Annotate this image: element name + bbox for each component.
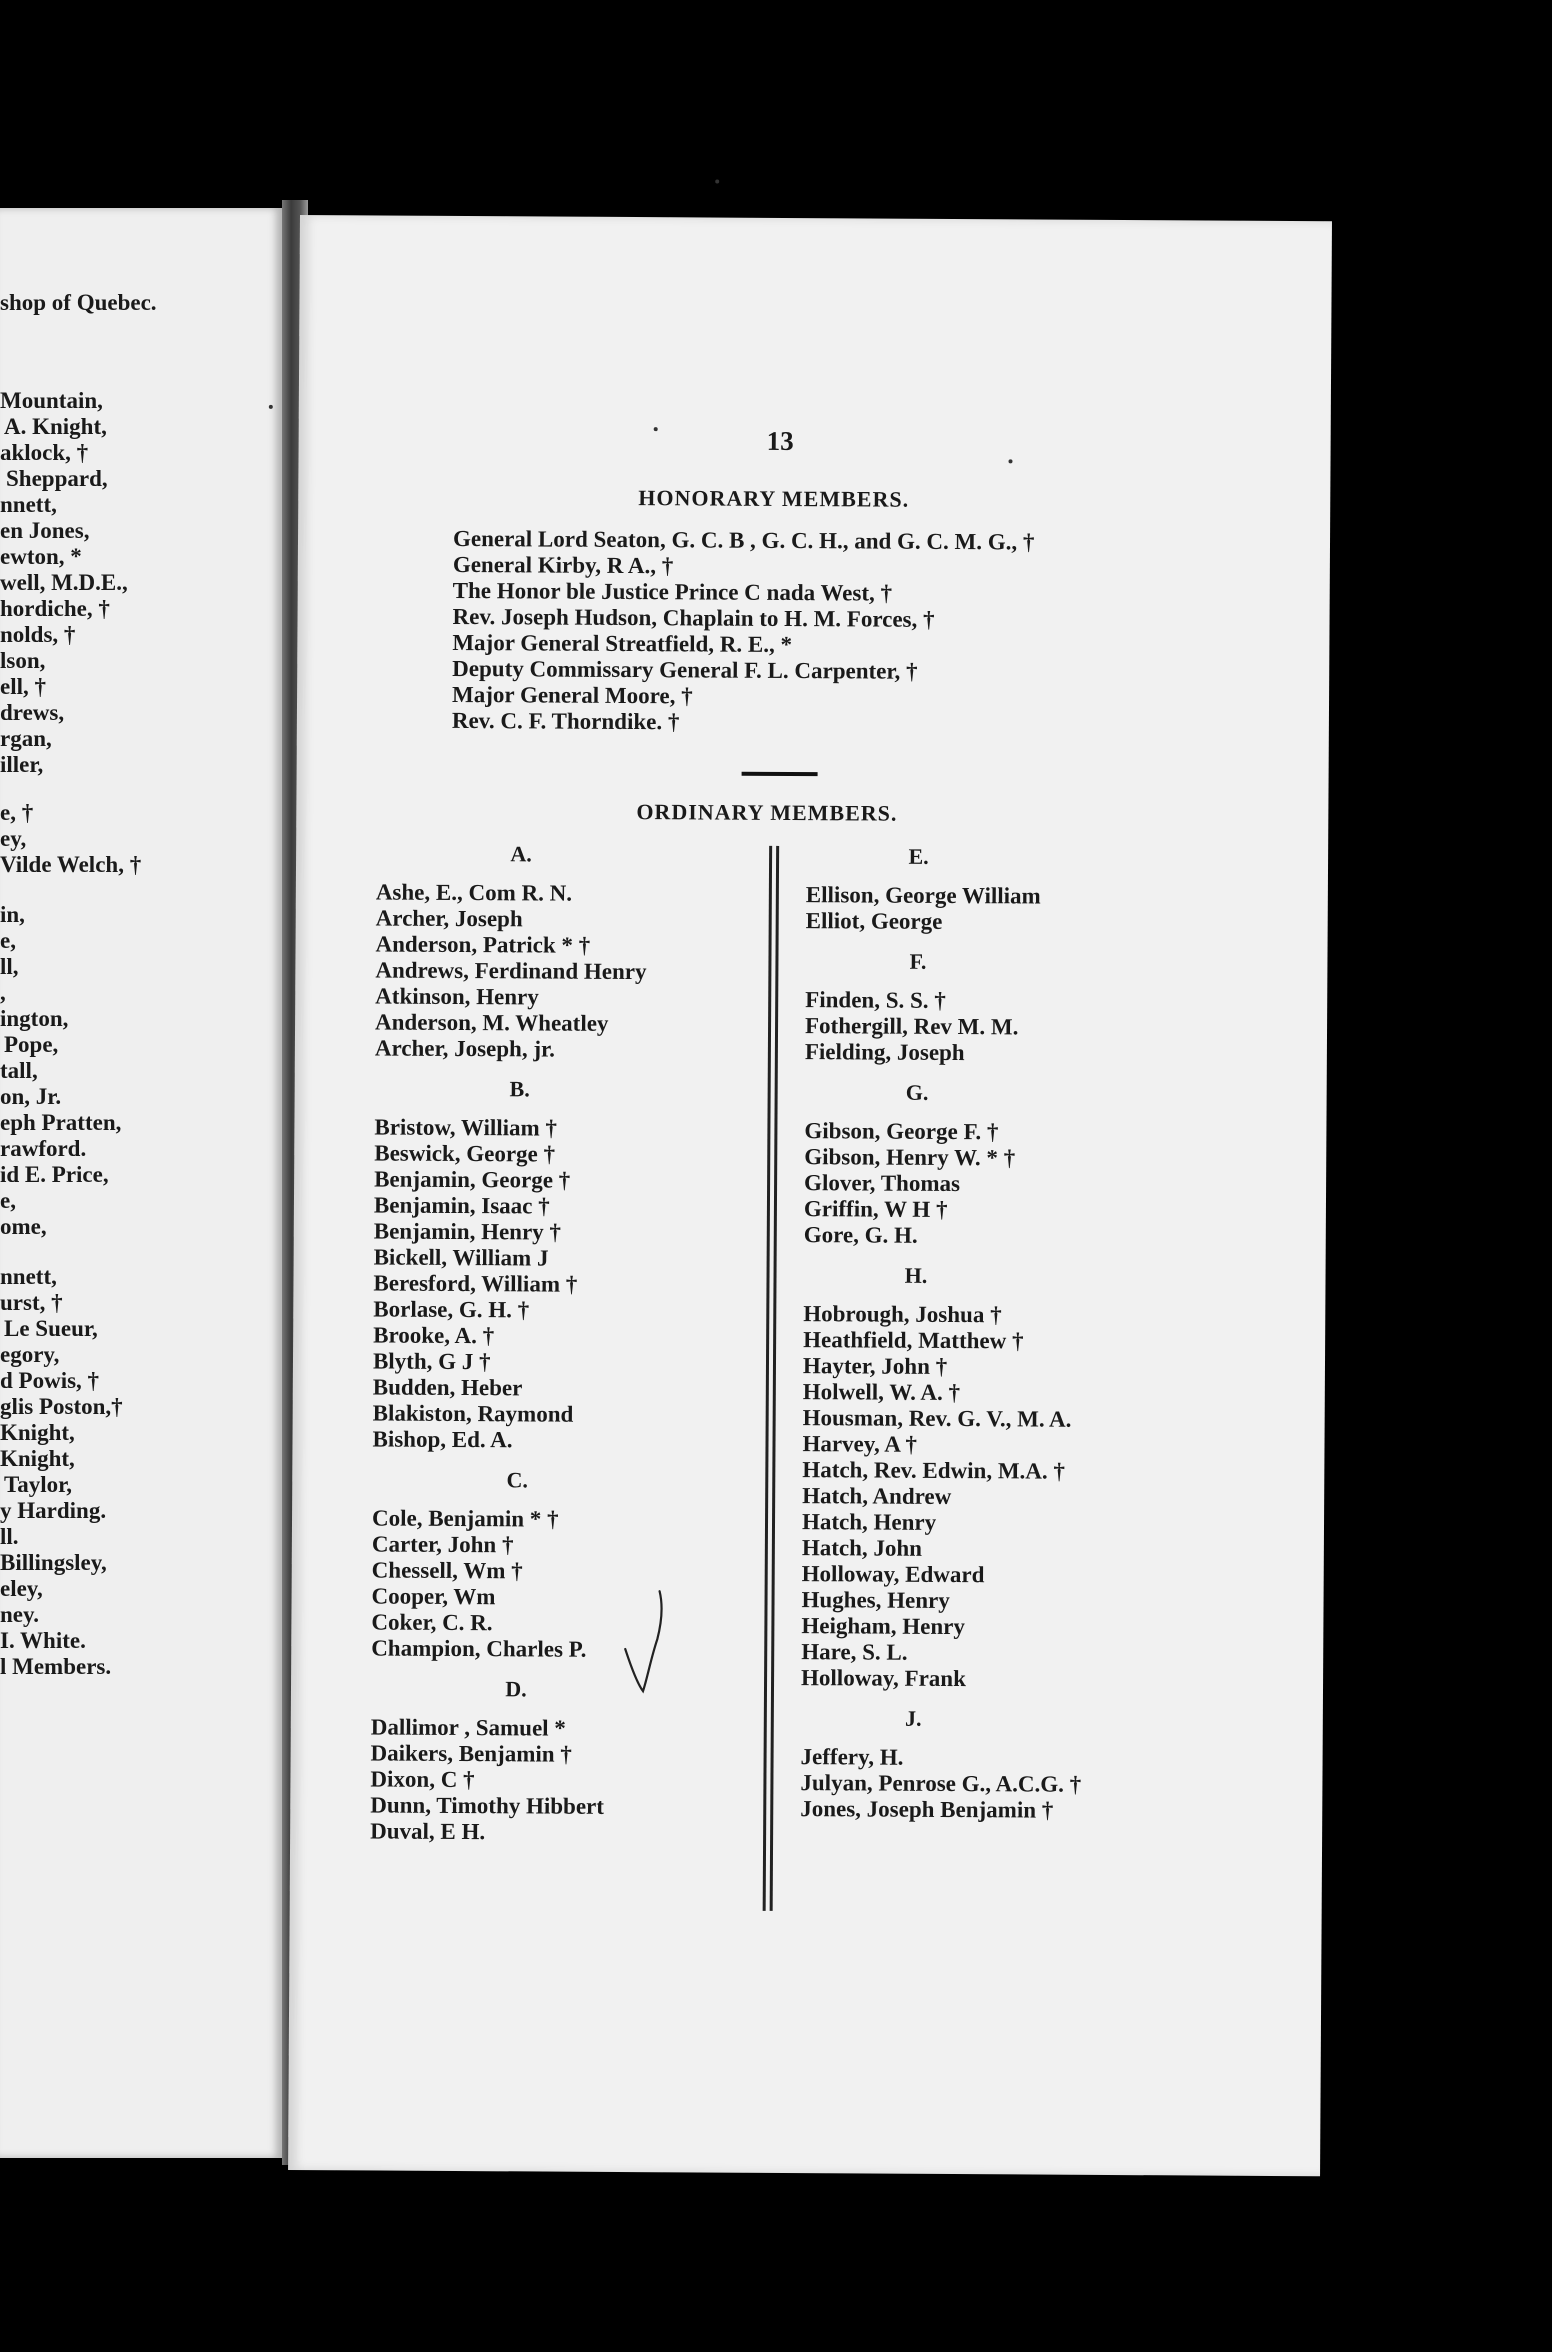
ordinary-member: Holloway, Edward: [801, 1561, 985, 1588]
ink-speck: [1008, 459, 1012, 463]
ordinary-member: Archer, Joseph, jr.: [374, 1035, 555, 1062]
ordinary-member: Cooper, Wm: [371, 1583, 496, 1610]
ordinary-member: Champion, Charles P.: [371, 1635, 587, 1662]
ordinary-member: Griffin, W H †: [803, 1196, 948, 1222]
previous-page-line: en Jones,: [0, 518, 90, 543]
ordinary-member: Benjamin, Henry †: [373, 1218, 562, 1245]
honorary-member: General Kirby, R A., †: [452, 551, 674, 579]
alphabet-section-letter: B.: [509, 1076, 530, 1102]
honorary-member: Rev. Joseph Hudson, Chaplain to H. M. Forces, †: [452, 603, 935, 632]
ordinary-member: Benjamin, Isaac †: [373, 1192, 550, 1219]
ordinary-member: Hatch, John: [801, 1535, 923, 1561]
ordinary-member: Bishop, Ed. A.: [372, 1426, 513, 1453]
ordinary-members-right-column: [800, 843, 1226, 1825]
ink-speck: [715, 180, 719, 184]
ordinary-member: Andrews, Ferdinand Henry: [375, 957, 647, 985]
previous-page-line: in,: [0, 902, 25, 927]
previous-page-line: on, Jr.: [0, 1084, 62, 1109]
alphabet-section-letter: H.: [904, 1262, 928, 1288]
ordinary-member: Ellison, George William: [805, 882, 1041, 909]
previous-page-line: ington,: [0, 1006, 69, 1031]
previous-page-line: nnett,: [0, 1264, 57, 1289]
previous-page-line: urst, †: [0, 1290, 63, 1315]
ordinary-member: Daikers, Benjamin †: [370, 1740, 572, 1767]
ordinary-member: Blyth, G J †: [372, 1348, 491, 1375]
previous-page-line: ll,: [0, 954, 19, 979]
ordinary-member: Gibson, George F. †: [804, 1118, 999, 1145]
previous-page-line: tall,: [0, 1058, 38, 1083]
ordinary-member: Borlase, G. H. †: [373, 1296, 530, 1323]
ordinary-member: Dunn, Timothy Hibbert: [370, 1792, 605, 1819]
ordinary-member: Hobrough, Joshua †: [803, 1301, 1002, 1328]
previous-page-line: ey,: [0, 826, 27, 851]
previous-page-line: glis Poston,†: [0, 1394, 123, 1419]
ordinary-member: Carter, John †: [371, 1531, 514, 1558]
alphabet-section-letter: A.: [510, 841, 532, 867]
previous-page-line: ome,: [0, 1214, 47, 1239]
ordinary-member: Glover, Thomas: [804, 1170, 961, 1197]
alphabet-section-letter: E.: [908, 843, 929, 869]
previous-page-line: id E. Price,: [0, 1162, 109, 1187]
ordinary-member: Jones, Joseph Benjamin †: [800, 1796, 1054, 1823]
ordinary-member: Holwell, W. A. †: [802, 1379, 961, 1406]
previous-page-line: eley,: [0, 1576, 43, 1601]
ordinary-member: Finden, S. S. †: [805, 987, 946, 1013]
ordinary-member: Budden, Heber: [372, 1374, 523, 1401]
honorary-member: General Lord Seaton, G. C. B , G. C. H., and G. C. M. G., †: [452, 525, 1035, 555]
previous-page-line: I. White.: [0, 1628, 86, 1653]
ordinary-members-left-column: [370, 840, 776, 1846]
previous-page-line: hordiche, †: [0, 596, 110, 621]
ordinary-member: Beswick, George †: [374, 1140, 556, 1167]
previous-page-line: nnett,: [0, 492, 57, 517]
ordinary-members-heading: ORDINARY MEMBERS.: [636, 799, 898, 826]
ordinary-member: Chessell, Wm †: [371, 1557, 523, 1584]
previous-page-line: egory,: [0, 1342, 60, 1367]
honorary-member: The Honor ble Justice Prince C nada West, †: [452, 577, 893, 606]
page-number: 13: [766, 425, 794, 457]
ink-speck: [269, 405, 273, 409]
previous-page-line: d Powis, †: [0, 1368, 100, 1393]
previous-page-fragment: [0, 208, 282, 2158]
previous-page-line: e,: [0, 1188, 16, 1213]
ordinary-member: Gore, G. H.: [803, 1222, 918, 1248]
previous-page-line: Sheppard,: [6, 466, 108, 491]
ordinary-member: Hatch, Andrew: [802, 1483, 952, 1510]
ordinary-member: Harvey, A †: [802, 1431, 917, 1457]
previous-page-line: nolds, †: [0, 622, 76, 647]
previous-page-line: drews,: [0, 700, 65, 725]
honorary-members-heading: HONORARY MEMBERS.: [638, 485, 910, 512]
ordinary-member: Bristow, William †: [374, 1114, 558, 1141]
ordinary-member: Heigham, Henry: [801, 1613, 966, 1640]
honorary-members-list: [452, 526, 1035, 738]
previous-page-line: rawford.: [0, 1136, 87, 1161]
ordinary-member: Fielding, Joseph: [804, 1039, 965, 1066]
honorary-member: Major General Moore, †: [451, 681, 693, 709]
previous-page-line: eph Pratten,: [0, 1110, 122, 1135]
ordinary-member: Benjamin, George †: [374, 1166, 571, 1193]
previous-page-line: Le Sueur,: [4, 1316, 98, 1341]
ordinary-member: Hayter, John †: [802, 1353, 948, 1379]
ordinary-member: Hatch, Rev. Edwin, M.A. †: [802, 1457, 1066, 1484]
previous-page-line: Pope,: [4, 1032, 59, 1057]
previous-page-line: Mountain,: [0, 388, 103, 413]
alphabet-section-letter: G.: [905, 1079, 929, 1105]
alphabet-section-letter: F.: [909, 948, 927, 974]
ordinary-member: Hughes, Henry: [801, 1587, 950, 1613]
ordinary-member: Ashe, E., Com R. N.: [375, 879, 573, 906]
previous-page-line: Knight,: [0, 1446, 75, 1471]
previous-page-line: lson,: [0, 648, 46, 673]
ordinary-member: Anderson, M. Wheatley: [374, 1009, 609, 1036]
ordinary-member: Julyan, Penrose G., A.C.G. †: [800, 1770, 1082, 1797]
previous-page-line: e,: [0, 928, 16, 953]
ordinary-member: Dallimor , Samuel *: [370, 1714, 566, 1741]
previous-page-line: ,: [0, 980, 6, 1005]
ordinary-member: Coker, C. R.: [371, 1609, 493, 1636]
ordinary-member: Blakiston, Raymond: [372, 1400, 574, 1427]
honorary-member: Major General Streatfield, R. E., *: [452, 629, 793, 658]
previous-page-line: Knight,: [0, 1420, 75, 1445]
alphabet-section-letter: C.: [506, 1467, 529, 1493]
previous-page-line: l Members.: [0, 1654, 112, 1679]
previous-page-line: A. Knight,: [4, 414, 107, 439]
previous-page-line: shop of Quebec.: [0, 290, 157, 315]
honorary-member: Rev. C. F. Thorndike. †: [451, 707, 680, 735]
ordinary-member: Archer, Joseph: [375, 905, 523, 932]
previous-page-line: Billingsley,: [0, 1550, 107, 1575]
ordinary-member: Hatch, Henry: [801, 1509, 937, 1535]
previous-page-line: aklock, †: [0, 440, 89, 465]
ordinary-member: Heathfield, Matthew †: [803, 1327, 1024, 1354]
previous-page-line: ll.: [0, 1524, 19, 1549]
ordinary-member: Duval, E H.: [370, 1818, 486, 1845]
previous-page-line: e, †: [0, 800, 34, 825]
ordinary-member: Gibson, Henry W. * †: [804, 1144, 1016, 1171]
ordinary-member: Holloway, Frank: [800, 1665, 967, 1692]
previous-page-line: well, M.D.E.,: [0, 570, 128, 595]
ordinary-member: Bickell, William J: [373, 1244, 549, 1271]
previous-page-line: Taylor,: [4, 1472, 72, 1497]
ordinary-member: Housman, Rev. G. V., M. A.: [802, 1405, 1072, 1432]
current-page: [288, 215, 1332, 2176]
previous-page-line: ewton, *: [0, 544, 82, 569]
ordinary-member: Dixon, C †: [370, 1766, 475, 1793]
alphabet-section-letter: J.: [905, 1705, 922, 1731]
previous-page-line: ney.: [0, 1602, 39, 1627]
ordinary-member: Jeffery, H.: [800, 1744, 904, 1770]
ordinary-member: Hare, S. L.: [801, 1639, 908, 1665]
section-divider-rule: [742, 772, 818, 776]
ordinary-member: Fothergill, Rev M. M.: [804, 1013, 1019, 1040]
ordinary-member: Brooke, A. †: [373, 1322, 495, 1349]
alphabet-section-letter: D.: [505, 1676, 527, 1702]
previous-page-line: Vilde Welch, †: [0, 852, 142, 877]
previous-page-line: ell, †: [0, 674, 46, 699]
ordinary-member: Elliot, George: [805, 908, 943, 934]
ordinary-member: Beresford, William †: [373, 1270, 578, 1297]
previous-page-line: y Harding.: [0, 1498, 107, 1523]
ink-speck: [654, 427, 658, 431]
previous-page-line: rgan,: [0, 726, 52, 751]
ordinary-member: Cole, Benjamin * †: [371, 1505, 559, 1532]
handwritten-check-mark: [621, 1587, 672, 1697]
honorary-member: Deputy Commissary General F. L. Carpenter, †: [452, 655, 918, 684]
ordinary-member: Atkinson, Henry: [375, 983, 539, 1010]
previous-page-line: iller,: [0, 752, 44, 777]
ordinary-member: Anderson, Patrick * †: [375, 931, 591, 958]
